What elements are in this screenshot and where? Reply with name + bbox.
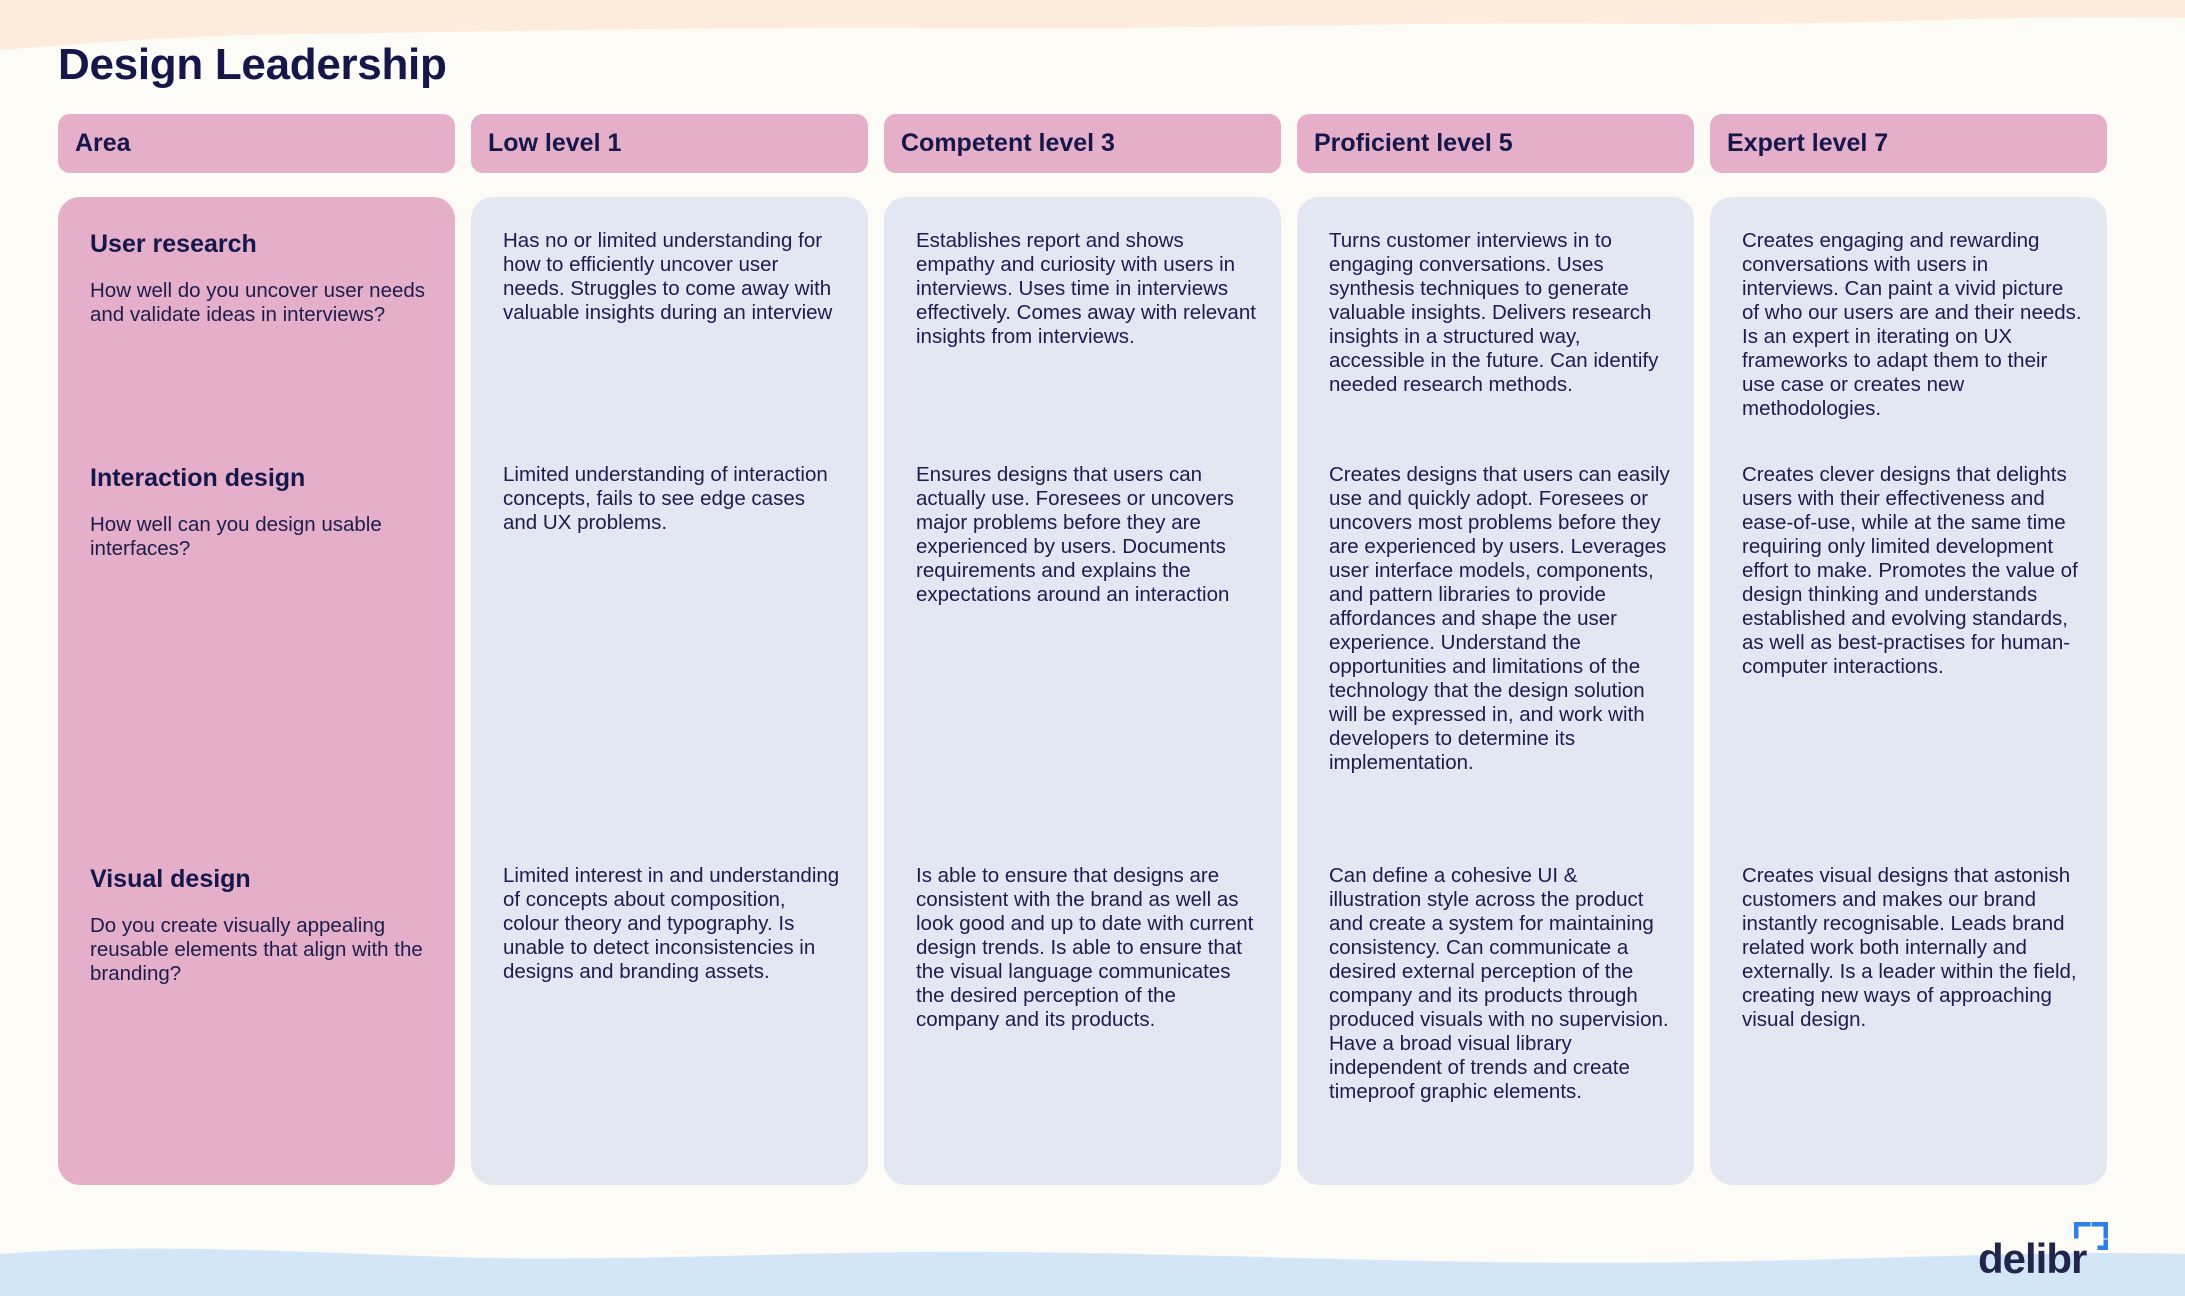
level-description: Is able to ensure that designs are consistent with the brand as well as look good and up to date with current design trends. Is able to ensure that the visual language communicates the desired perception of the company and its products. — [916, 864, 1254, 1031]
header-low-level: Low level 1 — [471, 114, 868, 173]
expert-level-column — [1710, 197, 2107, 1185]
level-description: Creates engaging and rewarding conversations with users in interviews. Can paint a vivid picture of who our users are and their needs. Is an expert in iterating on UX frameworks to adapt them to their use case or creates new methodologies. — [1742, 229, 2082, 420]
header-competent-level: Competent level 3 — [884, 114, 1281, 173]
header-area: Area — [58, 114, 455, 173]
area-name: User research — [90, 230, 257, 258]
header-expert-level: Expert level 7 — [1710, 114, 2107, 173]
level-description: Can define a cohesive UI & illustration style across the product and create a system for maintaining consistency. Can communicate a desired external perception of the company and its products through produced visuals with no supervision. Have a broad visual library independent of trends and create timeproof graphic elements. — [1329, 864, 1669, 1103]
logo-text: delibr — [1978, 1235, 2087, 1282]
level-description: Limited interest in and understanding of concepts about composition, colour theory and typography. Is unable to detect inconsistencies in designs and branding assets. — [503, 864, 840, 983]
proficient-level-column — [1297, 197, 1694, 1185]
page-title: Design Leadership — [58, 40, 447, 89]
area-question: Do you create visually appealing reusable elements that align with the branding? — [90, 914, 423, 985]
level-description: Creates clever designs that delights users with their effectiveness and ease-of-use, while at the same time requiring only limited development effort to make. Promotes the value of design thinking and understands established and evolving standards, as well as best-practises for human-computer interactions. — [1742, 463, 2078, 678]
area-name: Interaction design — [90, 464, 306, 492]
area-cell-interaction-design — [90, 463, 431, 561]
competent-level-column — [884, 197, 1281, 1185]
level-description: Turns customer interviews in to engaging conversations. Uses synthesis techniques to generate valuable insights. Delivers research insights in a structured way, accessible in the future. Can identify needed research methods. — [1329, 229, 1659, 396]
level-description: Has no or limited understanding for how to efficiently uncover user needs. Struggles to come away with valuable insights during an interview — [503, 229, 833, 324]
area-name: Visual design — [90, 865, 251, 893]
level-description: Creates visual designs that astonish customers and makes our brand instantly recognisable. Leads brand related work both internally and externally. Is a leader within the field, creating new ways of approaching visual design. — [1742, 864, 2077, 1031]
area-column — [58, 197, 455, 1185]
level-description: Ensures designs that users can actually use. Foresees or uncovers major problems before they are experienced by users. Documents requirements and explains the expectations around an interaction — [916, 463, 1234, 606]
area-question: How well can you design usable interfaces? — [90, 513, 382, 560]
area-cell-user-research — [90, 229, 431, 327]
level-description: Limited understanding of interaction concepts, fails to see edge cases and UX problems. — [503, 463, 828, 534]
low-level-column — [471, 197, 868, 1185]
level-description: Establishes report and shows empathy and curiosity with users in interviews. Uses time in interviews effectively. Comes away with relevant insights from interviews. — [916, 229, 1256, 348]
header-proficient-level: Proficient level 5 — [1297, 114, 1694, 173]
area-question: How well do you uncover user needs and validate ideas in interviews? — [90, 279, 426, 326]
delibr-logo — [1978, 1222, 2110, 1280]
area-cell-visual-design — [90, 864, 431, 986]
level-description: Creates designs that users can easily use and quickly adopt. Foresees or uncovers most problems before they are experienced by users. Leverages user interface models, components, and pattern libraries to provide affordances and shape the user experience. Understand the opportunities and limitations of the technology that the design solution will be expressed in, and work with developers to determine its implementation. — [1329, 463, 1670, 774]
bottom-wave-decoration — [0, 1236, 2185, 1296]
